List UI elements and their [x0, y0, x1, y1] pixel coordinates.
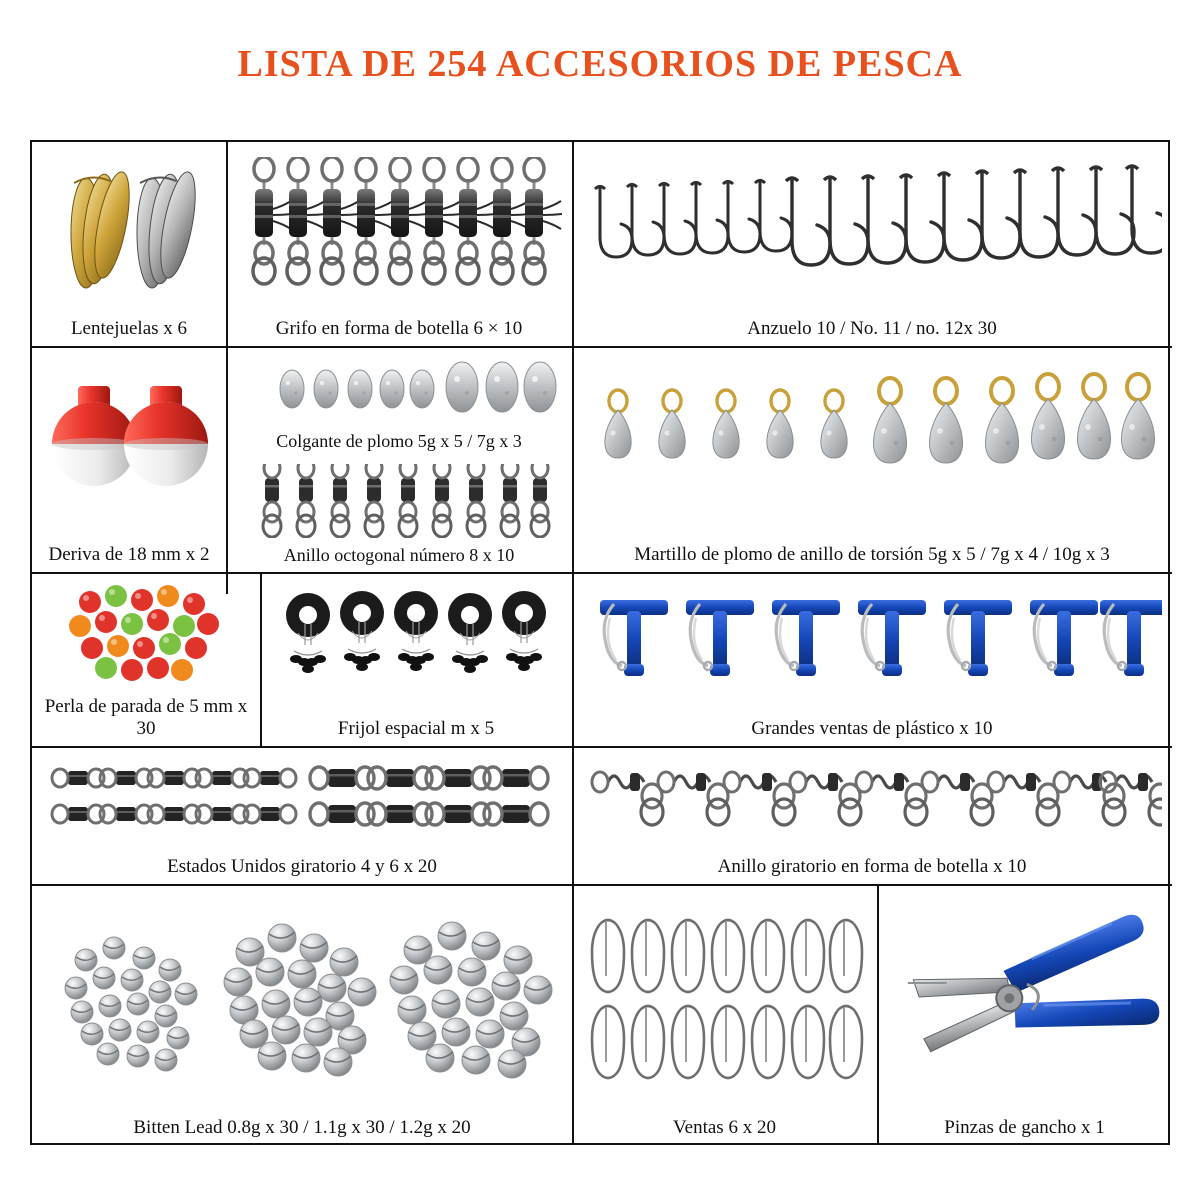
caption-octagonal-rings: Anillo octogonal número 8 x 10 — [283, 545, 515, 566]
caption-lead-pendants: Colgante de plomo 5g x 5 / 7g x 3 — [276, 431, 522, 452]
caption-floats: Deriva de 18 mm x 2 — [48, 544, 210, 566]
octagonal-rings-image — [226, 458, 572, 543]
barrel-swivels-image — [32, 746, 572, 854]
caption-hooks: Anzuelo 10 / No. 11 / no. 12x 30 — [747, 318, 997, 340]
space-beans-image — [260, 572, 572, 716]
accessory-grid — [30, 140, 1170, 1145]
caption-snaps: Ventas 6 x 20 — [673, 1117, 776, 1139]
caption-pliers: Pinzas de gancho x 1 — [944, 1117, 1105, 1139]
hooks-image — [572, 142, 1172, 316]
caption-barrel-swivels: Estados Unidos giratorio 4 y 6 x 20 — [167, 856, 437, 878]
caption-teardrop-sinkers: Martillo de plomo de anillo de torsión 5g x 5 / 7g x 4 / 10g x 3 — [634, 544, 1110, 566]
pliers-image — [877, 884, 1172, 1115]
cell-hooks — [572, 142, 1172, 346]
caption-spinner-blades: Lentejuelas x 6 — [70, 318, 188, 340]
bitten-lead-image — [32, 884, 572, 1115]
caption-bottle-swivels: Grifo en forma de botella 6 × 10 — [275, 318, 523, 340]
cell-spinner-blades — [32, 142, 226, 346]
cell-snaps — [572, 884, 877, 1145]
cell-pliers — [877, 884, 1172, 1145]
caption-plastic-clips: Grandes ventas de plástico x 10 — [751, 718, 993, 740]
cell-bitten-lead — [32, 884, 572, 1145]
plastic-clips-image — [572, 572, 1172, 716]
caption-space-beans: Frijol espacial m x 5 — [337, 718, 495, 740]
lead-pendants-image — [226, 346, 572, 429]
teardrop-sinkers-image — [572, 346, 1172, 542]
cell-plastic-clips — [572, 572, 1172, 746]
stop-beads-image — [32, 572, 260, 694]
caption-stop-beads: Perla de parada de 5 mm x 30 — [44, 696, 248, 740]
cell-space-beans — [260, 572, 572, 746]
snaps-image — [572, 884, 877, 1115]
cell-bottle-swivel-rings — [572, 746, 1172, 884]
cell-teardrop-sinkers — [572, 346, 1172, 572]
cell-stop-beads — [32, 572, 260, 746]
caption-bottle-swivel-rings: Anillo giratorio en forma de botella x 10 — [717, 856, 1027, 878]
cell-lead-pendants — [226, 346, 572, 458]
floats-image — [32, 346, 226, 542]
caption-bitten-lead: Bitten Lead 0.8g x 30 / 1.1g x 30 / 1.2g x 20 — [133, 1117, 471, 1139]
spinner-blades-image — [32, 142, 226, 316]
bottle-swivel-rings-image — [572, 746, 1172, 854]
bottle-swivels-image — [226, 142, 572, 316]
cell-octagonal-rings — [226, 458, 572, 572]
page-title: LISTA DE 254 ACCESORIOS DE PESCA — [237, 43, 963, 85]
cell-floats — [32, 346, 226, 572]
cell-bottle-swivels — [226, 142, 572, 346]
cell-barrel-swivels — [32, 746, 572, 884]
